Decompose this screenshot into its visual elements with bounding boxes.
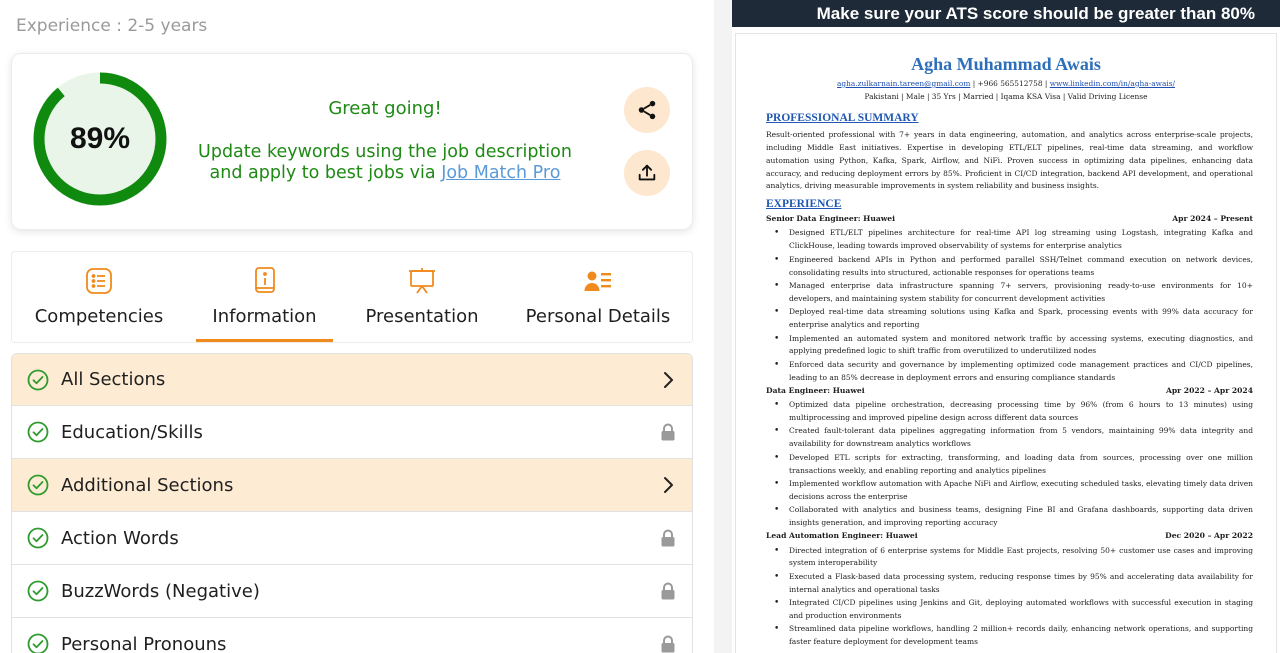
resume-document — [736, 34, 1276, 653]
section-label: Personal Pronouns — [61, 633, 227, 653]
score-value: 89% — [69, 122, 131, 155]
list-icon — [84, 266, 114, 296]
section-row[interactable] — [11, 406, 693, 459]
panel-divider — [714, 0, 732, 653]
score-message — [192, 142, 578, 184]
tab-label: Personal Details — [525, 306, 671, 327]
job-title: Senior Data Engineer: Huawei — [766, 214, 896, 223]
section-list — [11, 353, 693, 653]
job-header — [766, 531, 1253, 540]
job-match-pro-link[interactable]: Job Match Pro — [441, 163, 561, 183]
section-label: Action Words — [61, 527, 179, 549]
job-title: Lead Automation Engineer: Huawei — [766, 531, 918, 541]
job-dates: Apr 2022 – Apr 2024 — [1165, 385, 1253, 395]
tab-label: Information — [212, 306, 317, 327]
check-circle-icon — [27, 421, 49, 443]
lock-icon — [660, 423, 676, 441]
bullet-item: • Collaborated with analytics and business teams, designing Fine BI and Grafana dashboards, supporting data driven insights generation, and improving reporting accuracy — [766, 504, 1253, 530]
job-dates: Apr 2024 – Present — [1172, 214, 1253, 223]
section-label: All Sections — [61, 369, 166, 390]
bullet-item: • Integrated CI/CD pipelines using Jenkins and Git, deploying automated workflows with successful execution in staging and production environments — [766, 597, 1253, 623]
bullet-item: • Streamlined data pipeline workflows, handling 2 million+ records daily, enhancing network operations, and supporting faster feature deployment for development teams — [766, 623, 1253, 649]
lock-icon — [660, 529, 676, 547]
category-tabs — [11, 251, 693, 343]
section-label: Education/Skills — [61, 421, 203, 443]
share-button[interactable] — [624, 87, 670, 133]
bullet-item: • Directed integration of 6 enterprise systems for Middle East projects, resolving 50+ customer use cases and improving system interoperability — [766, 545, 1253, 571]
bullet-item: • Enforced data security and governance by implementing optimized code management practices and CI/CD pipelines, leading to an 85% decrease in deployment errors and ensuring compliance standards — [766, 359, 1253, 385]
summary-text: Result-oriented professional with 7+ years in data engineering, automation, and analytics across enterprise-scale projects, including Middle East initiatives. Expertise in developing ETL/ELT pipelines, real-time data streaming, and workflow automation using Python, Kafka, Spark, Airflow, and NiFi. Proven success in optimizing data pipelines, enhancing data accuracy, and reducing deployment errors by 85%. Proficient in CI/CD integration, backend API development, and operational analytics, driving measurable improvements in system reliability and business insights. — [766, 130, 1253, 191]
tab-label: Presentation — [365, 306, 479, 327]
chevron-right-icon — [660, 476, 676, 494]
score-message-text: Update keywords using the job description and apply to best jobs via — [198, 142, 572, 183]
info-document-icon — [250, 266, 280, 296]
lock-icon — [660, 582, 676, 600]
resume-phone: | +966 565512758 | — [970, 79, 1050, 88]
job-bullets — [766, 399, 1253, 530]
tab-information[interactable] — [196, 252, 333, 342]
bullet-item: • Implemented workflow automation with Apache NiFi and Airflow, executing scheduled tasks, elevating timely data driven decisions across the enterprise — [766, 478, 1253, 504]
job-bullets — [766, 545, 1253, 650]
bullet-item: • Engineered backend APIs in Python and performed parallel SSH/Telnet command execution on network devices, consolidating results into structured, actionable responses for operations teams — [766, 254, 1253, 280]
section-label: Additional Sections — [61, 474, 234, 496]
presentation-board-icon — [407, 266, 437, 296]
bullet-item: • Deployed real-time data streaming solutions using Kafka and Spark, processing events with 99% data accuracy for enterprise analytics and reporting — [766, 306, 1253, 332]
tab-label: Competencies — [34, 306, 164, 327]
check-circle-icon — [27, 369, 49, 391]
section-row[interactable] — [11, 353, 693, 406]
ats-banner: Make sure your ATS score should be greater than 80% — [732, 0, 1280, 27]
tab-presentation[interactable] — [356, 252, 488, 342]
bullet-item: • Implemented an automated system and monitored network traffic by accessing systems, executing diagnostics, and applying predefined logic to shift traffic from overutilized to underutilized nodes — [766, 333, 1253, 359]
summary-heading: PROFESSIONAL SUMMARY — [766, 112, 919, 124]
section-label: BuzzWords (Negative) — [61, 580, 260, 602]
tab-competencies[interactable] — [29, 252, 169, 342]
check-circle-icon — [27, 474, 49, 496]
experience-heading: EXPERIENCE — [766, 198, 842, 210]
resume-linkedin[interactable]: www.linkedin.com/in/agha-awais/ — [1049, 79, 1175, 88]
job-dates: Dec 2020 – Apr 2022 — [1165, 531, 1253, 541]
resume-personal-meta: Pakistani | Male | 35 Yrs | Married | Iqama KSA Visa | Valid Driving License — [864, 92, 1148, 101]
bullet-item: • Developed ETL scripts for extracting, transforming, and loading data from sources, processing over one million transactions weekly, and enabling reporting and analytics pipelines — [766, 452, 1253, 478]
bullet-item: • Created fault-tolerant data pipelines aggregating information from 5 vendors, maintaining 99% data integrity and availability for downstream analytics workflows — [766, 425, 1253, 451]
section-row[interactable] — [11, 618, 693, 653]
bullet-item: • Managed enterprise data infrastructure spanning 7+ servers, provisioning ready-to-use environments for 10+ developers, and maintaining system stability for concurrent development activities — [766, 280, 1253, 306]
resume-email[interactable]: agha.zulkarnain.tareen@gmail.com — [837, 79, 971, 88]
check-circle-icon — [27, 527, 49, 549]
check-circle-icon — [27, 633, 49, 653]
upload-icon — [636, 162, 658, 184]
upload-button[interactable] — [624, 150, 670, 196]
active-tab-underline — [196, 339, 333, 342]
experience-label: Experience : 2-5 years — [16, 16, 208, 36]
lock-icon — [660, 635, 676, 653]
resume-preview-panel — [732, 0, 1280, 653]
share-icon — [636, 99, 658, 121]
check-circle-icon — [27, 580, 49, 602]
tab-personal-details[interactable] — [518, 252, 678, 342]
chevron-right-icon — [660, 371, 676, 389]
resume-contact — [736, 79, 1276, 88]
resume-name: Agha Muhammad Awais — [911, 54, 1101, 74]
section-row[interactable] — [11, 459, 693, 512]
job-header — [766, 214, 1253, 223]
section-row[interactable] — [11, 565, 693, 618]
section-row[interactable] — [11, 512, 693, 565]
job-title: Data Engineer: Huawei — [766, 385, 865, 395]
bullet-item: • Designed ETL/ELT pipelines architecture for real-time API log streaming using Logstash, integrating Kafka and ClickHouse, leading towards improved observability of systems for enterprise analytics — [766, 227, 1253, 253]
person-details-icon — [583, 266, 613, 296]
score-card — [11, 53, 693, 230]
bullet-item: • Optimized data pipeline orchestration, decreasing processing time by 96% (from 6 hours to 13 minutes) using multiprocessing and improved pipeline design across different data sources — [766, 399, 1253, 425]
job-bullets — [766, 227, 1253, 385]
score-headline: Great going! — [328, 98, 442, 119]
bullet-item: • Executed a Flask-based data processing system, reducing response times by 95% and accelerating data availability for internal analytics and operational tasks — [766, 571, 1253, 597]
job-header — [766, 386, 1253, 395]
